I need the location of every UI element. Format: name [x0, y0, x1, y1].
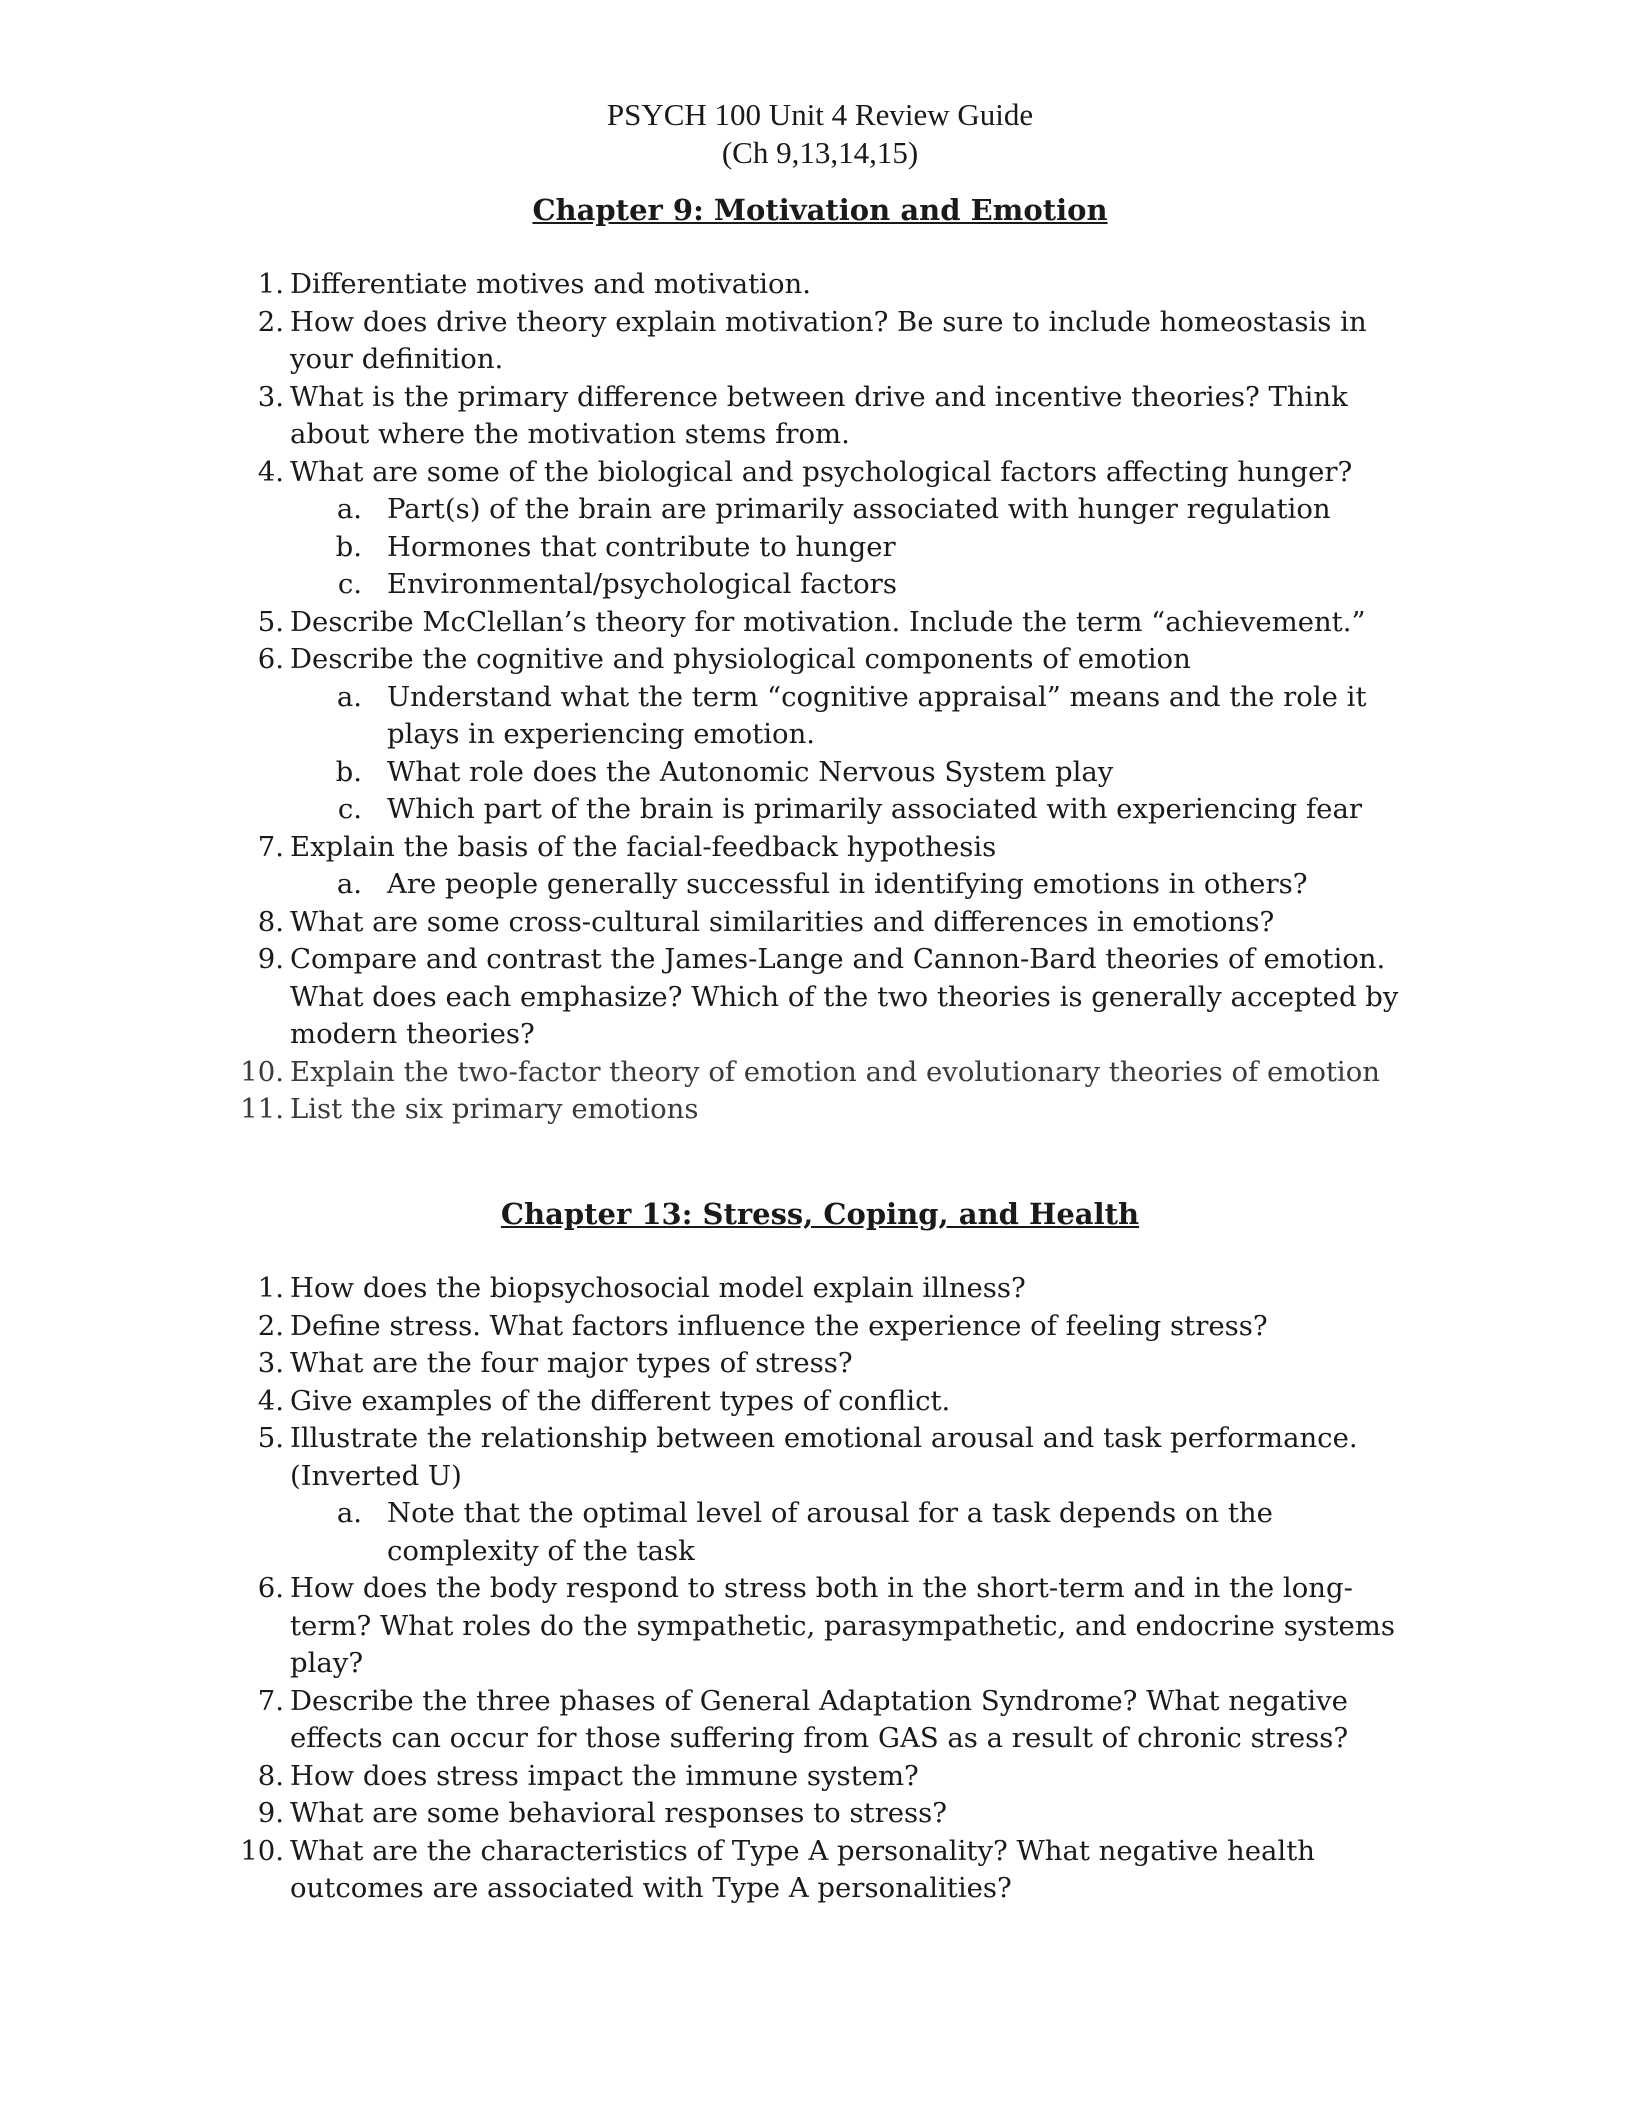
sub-question-text: Are people generally successful in identifying emotions in others?	[387, 868, 1308, 900]
sub-question-text: Hormones that contribute to hunger	[387, 530, 896, 563]
list-item	[0, 1091, 1640, 1129]
list-item	[0, 641, 1640, 679]
question-text: Describe the three phases of General Adaptation Syndrome? What negative	[290, 1684, 1348, 1717]
list-item	[0, 1758, 1640, 1796]
item-number: 5.	[257, 1422, 284, 1454]
question-text: Compare and contrast the James-Lange and Cannon-Bard theories of emotion.	[290, 943, 1386, 975]
question-text: Explain the basis of the facial-feedback hypothesis	[290, 830, 997, 863]
sub-item-letter: c.	[337, 793, 362, 825]
item-number: 11.	[240, 1093, 284, 1125]
sub-item-letter: b.	[335, 755, 362, 788]
question-text: Describe the cognitive and physiological components of emotion	[290, 643, 1191, 675]
item-number: 10.	[240, 1055, 284, 1088]
list-item	[0, 1683, 1640, 1721]
sub-list-item	[0, 754, 1640, 792]
question-text: How does stress impact the immune system?	[290, 1759, 919, 1792]
list-item	[0, 1308, 1640, 1346]
question-text: Illustrate the relationship between emotional arousal and task performance.	[290, 1422, 1358, 1454]
question-text: your definition.	[290, 343, 504, 375]
list-item-continuation	[0, 1645, 1640, 1683]
chapter-13-question-list	[0, 1270, 1640, 1908]
list-item	[0, 941, 1640, 979]
sub-item-letter: a.	[336, 1497, 362, 1529]
question-text: term? What roles do the sympathetic, parasympathetic, and endocrine systems	[290, 1609, 1395, 1642]
question-text: How does drive theory explain motivation? Be sure to include homeostasis in	[290, 305, 1367, 338]
question-text: Describe McClellan’s theory for motivation. Include the term “achievement.”	[290, 605, 1366, 638]
question-text: Give examples of the different types of conflict.	[290, 1384, 951, 1417]
sub-question-text: complexity of the task	[387, 1534, 695, 1567]
question-text: What are some of the biological and psychological factors affecting hunger?	[290, 455, 1353, 488]
item-number: 6.	[257, 1572, 284, 1604]
list-item	[0, 1795, 1640, 1833]
question-text: (Inverted U)	[290, 1459, 462, 1492]
question-text: What are the four major types of stress?	[290, 1347, 853, 1379]
question-text: effects can occur for those suffering from GAS as a result of chronic stress?	[290, 1722, 1349, 1754]
list-item	[0, 266, 1640, 304]
list-item	[0, 379, 1640, 417]
question-text: What are some behavioral responses to stress?	[290, 1797, 947, 1829]
question-text: How does the biopsychosocial model explain illness?	[290, 1272, 1026, 1304]
list-item	[0, 1345, 1640, 1383]
sub-item-letter: c.	[337, 568, 362, 600]
sub-list-item	[0, 866, 1640, 904]
list-item	[0, 829, 1640, 867]
list-item	[0, 1383, 1640, 1421]
sub-question-text: Understand what the term “cognitive appraisal” means and the role it	[387, 680, 1367, 713]
question-text: What does each emphasize? Which of the two theories is generally accepted by	[290, 980, 1399, 1013]
question-text: outcomes are associated with Type A personalities?	[290, 1872, 1012, 1904]
item-number: 1.	[257, 1272, 284, 1304]
sub-list-item	[0, 679, 1640, 717]
sub-question-text: Which part of the brain is primarily associated with experiencing fear	[387, 793, 1363, 825]
item-number: 3.	[257, 1347, 284, 1379]
sub-list-item	[0, 566, 1640, 604]
sub-item-letter: a.	[336, 493, 362, 525]
sub-item-letter: b.	[335, 530, 362, 563]
list-item	[0, 304, 1640, 342]
list-item	[0, 604, 1640, 642]
item-number: 2.	[257, 305, 284, 338]
item-number: 4.	[257, 455, 284, 488]
sub-question-text: Part(s) of the brain are primarily associated with hunger regulation	[387, 493, 1331, 525]
list-item	[0, 1420, 1640, 1458]
item-number: 6.	[257, 643, 284, 675]
list-item-continuation	[0, 1870, 1640, 1908]
item-number: 3.	[257, 380, 284, 413]
sub-question-text: What role does the Autonomic Nervous System play	[387, 755, 1114, 788]
question-text: What are the characteristics of Type A personality? What negative health	[290, 1834, 1315, 1867]
item-number: 9.	[257, 943, 284, 975]
item-number: 2.	[257, 1309, 284, 1342]
list-item-continuation	[0, 1720, 1640, 1758]
item-number: 9.	[257, 1797, 284, 1829]
list-item-continuation	[0, 1016, 1640, 1054]
item-number: 1.	[257, 268, 284, 300]
list-item	[0, 1054, 1640, 1092]
item-number: 4.	[257, 1384, 284, 1417]
list-item-continuation	[0, 1608, 1640, 1646]
sub-list-item-continuation	[0, 716, 1640, 754]
item-number: 8.	[257, 905, 284, 938]
chapter-9-heading: Chapter 9: Motivation and Emotion	[532, 193, 1108, 227]
question-text: Define stress. What factors influence the experience of feeling stress?	[290, 1309, 1268, 1342]
question-text: play?	[290, 1647, 364, 1679]
list-item	[0, 1570, 1640, 1608]
sub-item-letter: a.	[336, 680, 362, 713]
list-item	[0, 1833, 1640, 1871]
sub-list-item	[0, 791, 1640, 829]
sub-item-letter: a.	[336, 868, 362, 900]
chapter-13-heading: Chapter 13: Stress, Coping, and Health	[500, 1197, 1140, 1231]
question-text: Explain the two-factor theory of emotion and evolutionary theories of emotion	[290, 1055, 1380, 1088]
sub-list-item	[0, 491, 1640, 529]
sub-list-item	[0, 529, 1640, 567]
item-number: 7.	[257, 830, 284, 863]
question-text: What are some cross-cultural similarities and differences in emotions?	[290, 905, 1275, 938]
sub-question-text: Environmental/psychological factors	[387, 568, 897, 600]
list-item-continuation	[0, 341, 1640, 379]
chapter-9-question-list	[0, 266, 1640, 1129]
list-item	[0, 454, 1640, 492]
item-number: 5.	[257, 605, 284, 638]
document-title: PSYCH 100 Unit 4 Review Guide	[606, 97, 1034, 132]
question-text: Differentiate motives and motivation.	[290, 268, 811, 300]
list-item-continuation	[0, 416, 1640, 454]
list-item-continuation	[0, 979, 1640, 1017]
item-number: 10.	[240, 1834, 284, 1867]
question-text: What is the primary difference between drive and incentive theories? Think	[290, 380, 1348, 413]
document-subtitle: (Ch 9,13,14,15)	[721, 135, 919, 170]
question-text: modern theories?	[290, 1018, 535, 1050]
list-item-continuation	[0, 1458, 1640, 1496]
sub-question-text: Note that the optimal level of arousal for a task depends on the	[387, 1497, 1273, 1529]
question-text: about where the motivation stems from.	[290, 418, 850, 450]
question-text: How does the body respond to stress both in the short-term and in the long-	[290, 1572, 1353, 1604]
sub-question-text: plays in experiencing emotion.	[387, 718, 816, 750]
item-number: 7.	[257, 1684, 284, 1717]
question-text: List the six primary emotions	[290, 1093, 699, 1125]
list-item	[0, 904, 1640, 942]
list-item	[0, 1270, 1640, 1308]
sub-list-item-continuation	[0, 1533, 1640, 1571]
sub-list-item	[0, 1495, 1640, 1533]
item-number: 8.	[257, 1759, 284, 1792]
